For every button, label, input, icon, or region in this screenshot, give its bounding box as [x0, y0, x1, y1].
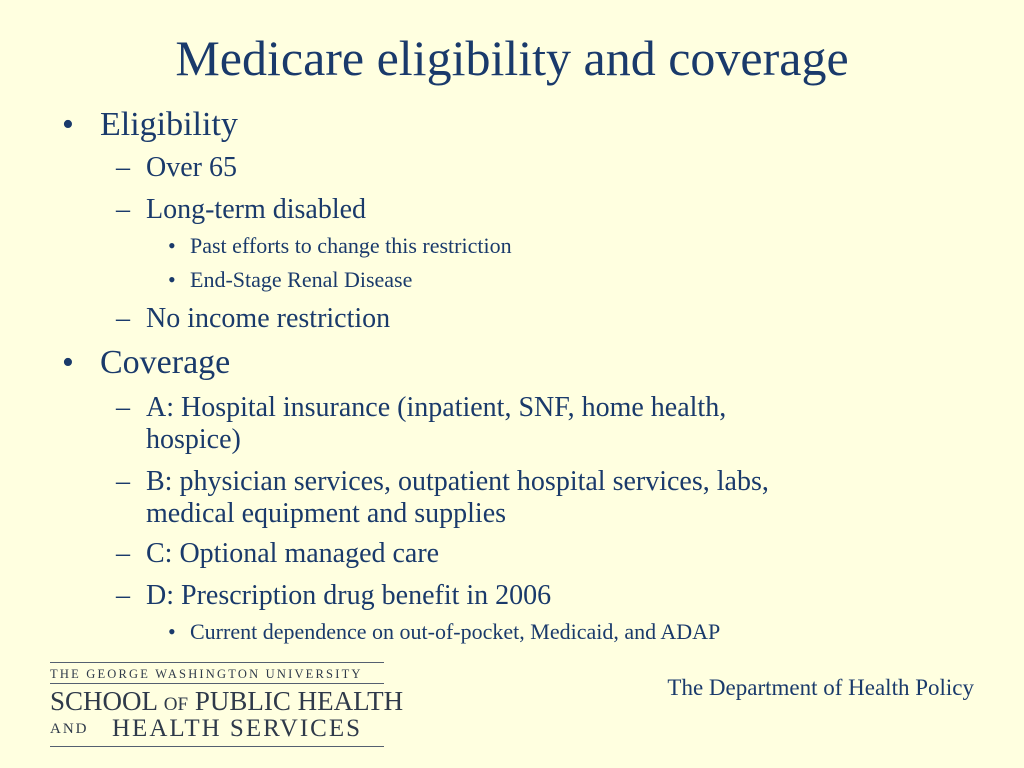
bullet-text: hospice)	[146, 424, 241, 455]
logo-university-name: THE GEORGE WASHINGTON UNIVERSITY	[50, 667, 363, 681]
logo-divider	[50, 746, 384, 747]
dash-marker: –	[116, 194, 130, 225]
bullet-marker: •	[168, 619, 176, 644]
dash-marker: –	[116, 580, 130, 611]
bullet-text: Long-term disabled	[146, 194, 367, 225]
bullet-text: Eligibility	[100, 106, 238, 143]
dash-marker: –	[116, 392, 130, 423]
bullet-text: Past efforts to change this restriction	[190, 233, 512, 258]
logo-health-services: HEALTH SERVICES	[112, 715, 363, 742]
bullet-marker: •	[168, 233, 176, 258]
logo-public-health: PUBLIC HEALTH	[194, 686, 404, 716]
bullet-text: Current dependence on out-of-pocket, Medicaid, and ADAP	[190, 619, 721, 644]
bullet-text: End-Stage Renal Disease	[190, 267, 413, 292]
bullet-text: Coverage	[100, 344, 231, 381]
bullet-text: D: Prescription drug benefit in 2006	[146, 580, 552, 611]
bullet-text: No income restriction	[146, 303, 391, 334]
bullet-text: A: Hospital insurance (inpatient, SNF, home health,	[146, 392, 727, 423]
bullet-text: Over 65	[146, 152, 237, 183]
bullet-marker: •	[168, 267, 176, 292]
dash-marker: –	[116, 152, 130, 183]
dash-marker: –	[116, 538, 130, 569]
bullet-text: B: physician services, outpatient hospital services, labs,	[146, 466, 769, 497]
logo-school-word: SCHOOL	[50, 686, 158, 716]
logo-and-word: AND	[50, 721, 89, 737]
bullet-marker: •	[62, 106, 74, 143]
dash-marker: –	[116, 303, 130, 334]
bullet-list	[0, 100, 1024, 660]
logo-divider	[50, 662, 384, 663]
logo-of-word: OF	[163, 694, 189, 715]
department-name: The Department of Health Policy	[667, 675, 974, 700]
bullet-marker: •	[62, 344, 74, 381]
logo-divider	[50, 683, 384, 684]
bullet-text: C: Optional managed care	[146, 538, 440, 569]
dash-marker: –	[116, 466, 130, 497]
university-logo	[50, 662, 404, 748]
bullet-text: medical equipment and supplies	[146, 498, 507, 529]
slide-title: Medicare eligibility and coverage	[175, 30, 849, 86]
